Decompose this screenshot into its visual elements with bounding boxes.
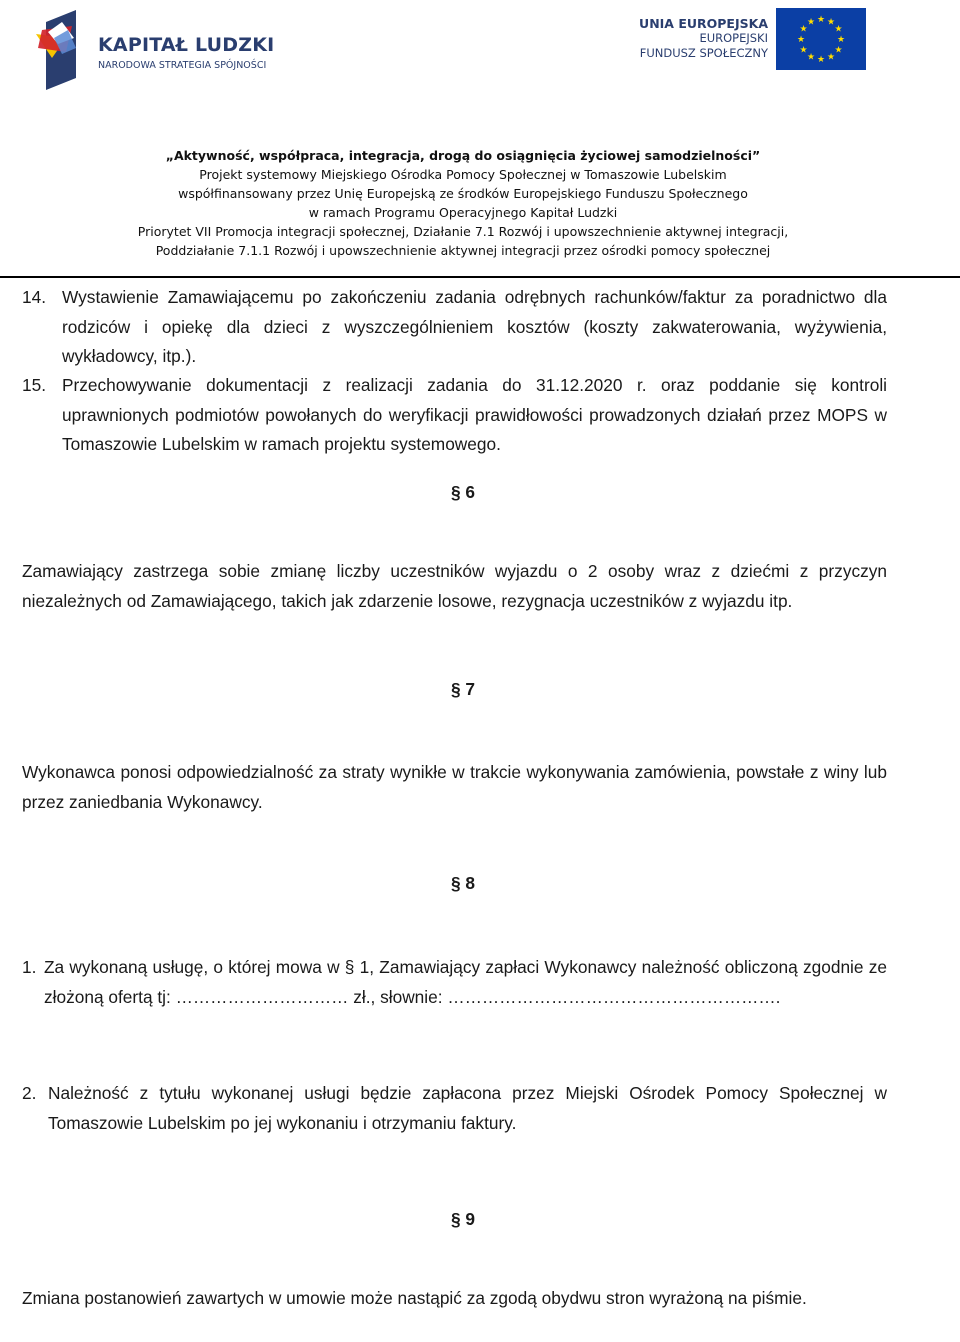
svg-text:★: ★ [816,55,826,65]
project-header [0,146,926,260]
svg-text:★: ★ [834,24,843,35]
list-item-text: Wystawienie Zamawiającemu po zakończeniu zadania odrębnych rachunków/faktur za poradnictwo dla rodziców i opiekę dla dzieci z wyszczególnieniem kosztów (koszty zakwaterowania, wyżywienia, wykładowcy, itp.). [62,287,887,366]
eu-logo-line1: UNIA EUROPEJSKA [639,16,768,31]
section-7-text: Wykonawca ponosi odpowiedzialność za straty wynikłe w trakcie wykonywania zamówienia, powstałe z winy lub przez zaniedbania Wykonawcy. [22,762,887,812]
svg-text:★: ★ [799,45,808,56]
svg-text:★: ★ [806,17,816,28]
section-8-item-text: Za wykonaną usługę, o której mowa w § 1, Zamawiający zapłaci Wykonawcy należność obliczoną zgodnie ze złożoną ofertą tj: ………………………… zł., słownie: …………………………………………………. [44,957,887,1007]
eu-logo-text [639,16,768,61]
svg-text:★: ★ [836,35,846,45]
eu-logo-line2: EUROPEJSKI [699,31,768,45]
kapital-ludzki-logo [32,8,292,90]
section-heading-9: § 9 [450,1209,476,1229]
logo-title: KAPITAŁ LUDZKI [98,34,275,56]
list-item-text: Przechowywanie dokumentacji z realizacji zadania do 31.12.2020 r. oraz poddanie się kontroli uprawnionych podmiotów powołanych do weryfikacji prawidłowości prowadzonych działań przez MOPS w Tomaszowie Lubelskim w ramach projektu systemowego. [62,375,887,454]
svg-text:★: ★ [826,52,836,63]
section-6-text: Zamawiający zastrzega sobie zmianę liczby uczestników wyjazdu o 2 osoby wraz z dziećmi z przyczyn niezależnych od Zamawiającego, takich jak zdarzenie losowe, rezygnacja uczestników z wyjazdu itp. [22,561,887,611]
section-heading-8: § 8 [450,873,476,893]
logo-subtitle: NARODOWA STRATEGIA SPÓJNOŚCI [98,60,267,71]
list-item-number: 15. [22,375,47,395]
project-title: „Aktywność, współpraca, integracja, drogą do osiągnięcia życiowej samodzielności” [165,148,761,163]
project-line: współfinansowany przez Unię Europejską ze środków Europejskiego Funduszu Społecznego [178,186,748,201]
project-line: w ramach Programu Operacyjnego Kapitał Ludzki [308,205,618,220]
section-8-item-text: Należność z tytułu wykonanej usługi będzie zapłacona przez Miejski Ośrodek Pomocy Społecznej w Tomaszowie Lubelskim po jej wykonaniu i otrzymaniu faktury. [48,1083,887,1133]
svg-text:★: ★ [834,45,843,56]
section-heading-7: § 7 [450,679,476,699]
eu-logo [640,8,866,70]
eu-flag-icon [776,8,866,70]
svg-text:★: ★ [796,35,806,45]
svg-text:★: ★ [799,24,808,35]
svg-text:★: ★ [806,52,816,63]
list-item-number: 14. [22,287,47,307]
eu-logo-line3: FUNDUSZ SPOŁECZNY [639,46,768,60]
section-8-item-number: 2. [22,1083,37,1103]
section-9-text: Zmiana postanowień zawartych w umowie może nastąpić za zgodą obydwu stron wyrażoną na piśmie. [22,1288,807,1308]
svg-text:★: ★ [826,17,836,28]
project-line: Projekt systemowy Miejskiego Ośrodka Pomocy Społecznej w Tomaszowie Lubelskim [199,167,727,182]
section-heading-6: § 6 [450,482,476,502]
project-line: Priorytet VII Promocja integracji społecznej, Działanie 7.1 Rozwój i upowszechnienie aktywnej integracji, [137,224,789,239]
svg-text:★: ★ [816,15,826,25]
kapital-ludzki-emblem-icon [32,8,92,90]
header-divider [0,276,960,278]
section-8-item-number: 1. [22,957,37,977]
project-line: Poddziałanie 7.1.1 Rozwój i upowszechnienie aktywnej integracji przez ośrodki pomocy społecznej [155,243,771,258]
